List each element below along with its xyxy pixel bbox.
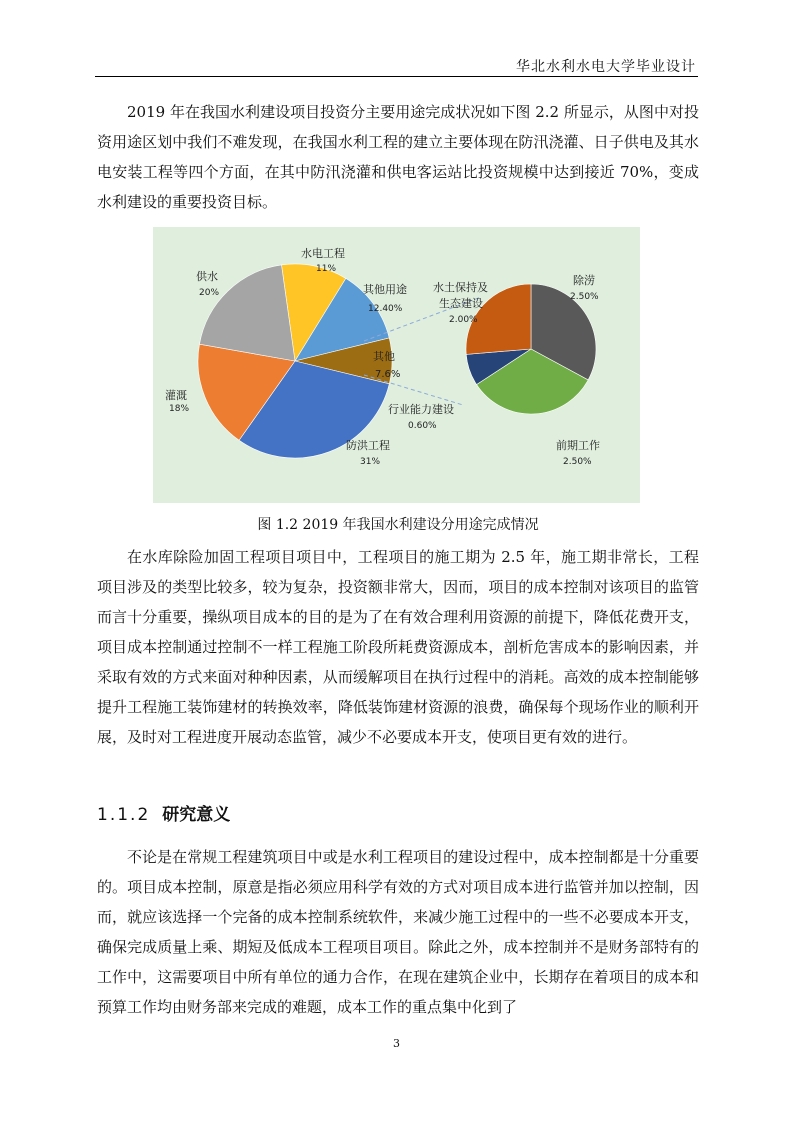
label-soil-conservation-name: 水土保持及 生态建设 <box>433 281 488 310</box>
label-capacity-building-value: 0.60% <box>408 421 437 431</box>
paragraph-cost-control: 在水库除险加固工程项目项目中，工程项目的施工期为 2.5 年，施工期非常长，工程项目涉及的类型比较多，较为复杂，投资额非常大，因而，项目的成本控制对该项目的监管而言十分重要，操纵项目成本的目的是为了在有效合理利用资源的前提下，降低花费开支，项目成本控制通过控制不一样工程施工阶段所耗费资源成本，剖析危害成本的影响因素，并采取有效的方式来面对种种因素，从而缓解项目在执行过程中的消耗。高效的成本控制能够提升工程施工装饰建材的转换效率，降低装饰建材资源的浪费，确保每个现场作业的顺利开展，及时对工程进度开展动态监管，减少不必要成本开支，使项目更有效的进行。 <box>97 548 699 746</box>
label-waterlogging-name: 除涝 <box>573 274 595 287</box>
label-soil-conservation-value: 2.00% <box>449 315 478 325</box>
label-other-uses-name: 其他用途 <box>363 283 407 296</box>
label-other-uses-value: 12.40% <box>368 304 403 314</box>
label-capacity-building-name: 行业能力建设 <box>388 403 454 416</box>
label-water-supply-value: 20% <box>199 288 220 298</box>
paragraph-research-significance: 不论是在常规工程建筑项目中或是水利工程项目的建设过程中，成本控制都是十分重要的。项目成本控制，原意是指必须应用科学有效的方式对项目成本进行监管并加以控制，因而，就应该选择一个完备的成本控制系统软件，来减少施工过程中的一些不必要成本开支，确保完成质量上乘、期短及低成本工程项目项目。除此之外，成本控制并不是财务部特有的工作中，这需要项目中所有单位的通力合作，在现在建筑企业中，长期存在着项目的成本和预算工作均由财务部来完成的难题，成本工作的重点集中化到了 <box>97 848 699 1016</box>
label-other-name: 其他 <box>373 350 395 363</box>
label-preliminary-work-value: 2.50% <box>563 457 592 467</box>
paragraph-investment-overview: 2019 年在我国水利建设项目投资分主要用途完成状况如下图 2.2 所显示，从图中对投资用途区划中我们不难发现，在我国水利工程的建立主要体现在防汛浇灌、日子供电及其水电安装工程等四个方面，在其中防汛浇灌和供电客运站比投资规模中达到接近 70%，变成水利建设的重要投资目标。 <box>97 103 699 211</box>
label-flood-control-value: 31% <box>360 457 381 467</box>
label-hydropower-value: 11% <box>316 264 337 274</box>
label-preliminary-work-name: 前期工作 <box>556 439 600 452</box>
label-water-supply-name: 供水 <box>196 270 218 283</box>
label-waterlogging-value: 2.50% <box>570 292 599 302</box>
label-irrigation-name: 灌溉 <box>165 389 187 402</box>
label-hydropower-name: 水电工程 <box>301 247 345 260</box>
figure-caption: 图 1.2 2019 年我国水利建设分用途完成情况 <box>257 517 539 533</box>
page-header-title: 华北水利水电大学毕业设计 <box>516 59 696 75</box>
secondary-pie <box>466 284 596 414</box>
section-number: 1.1.2 <box>97 805 151 825</box>
pie-of-pie-chart <box>153 227 640 503</box>
label-flood-control-name: 防洪工程 <box>346 439 390 452</box>
chart-svg <box>153 227 640 503</box>
page-number: 3 <box>393 1037 400 1050</box>
section-heading <box>97 800 230 825</box>
header-rule <box>95 76 698 77</box>
label-irrigation-value: 18% <box>169 404 190 414</box>
label-other-value: 7.6% <box>375 369 401 380</box>
section-title: 研究意义 <box>162 805 231 825</box>
